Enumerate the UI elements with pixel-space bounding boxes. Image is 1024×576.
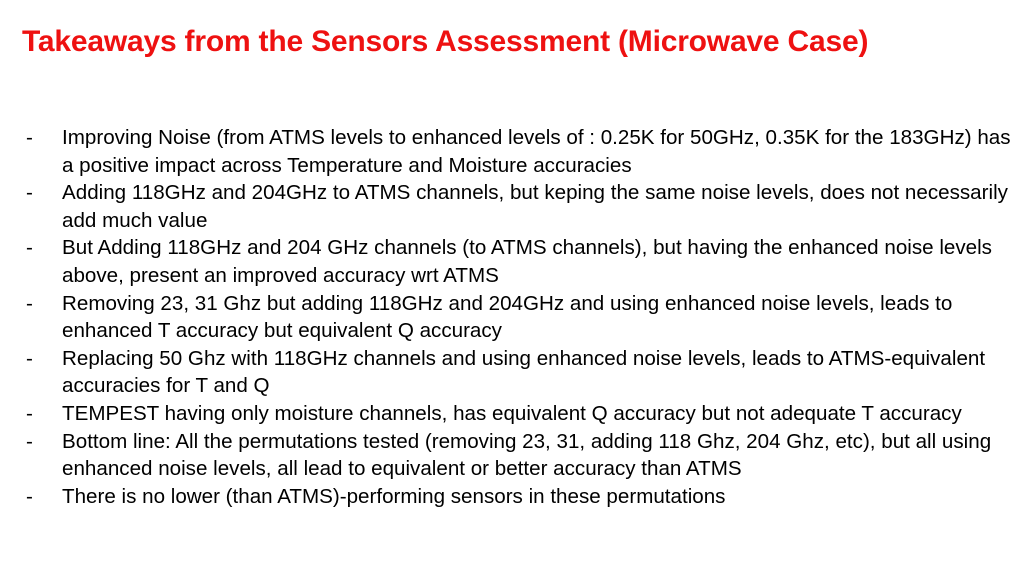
bullet-text: But Adding 118GHz and 204 GHz channels (to ATMS channels), but having the enhanced noise levels above, present an improved accuracy wrt ATMS xyxy=(62,236,992,287)
bullet-marker: - xyxy=(26,429,33,453)
bullet-text: Adding 118GHz and 204GHz to ATMS channels, but keping the same noise levels, does not necessarily add much value xyxy=(62,181,1008,232)
bullet-item xyxy=(22,428,1018,483)
bullet-marker: - xyxy=(26,346,33,370)
bullet-list xyxy=(22,124,1018,510)
bullet-item xyxy=(22,124,1018,179)
slide-title: Takeaways from the Sensors Assessment (Microwave Case) xyxy=(22,25,869,58)
bullet-text: There is no lower (than ATMS)-performing sensors in these permutations xyxy=(62,484,726,508)
bullet-text: Removing 23, 31 Ghz but adding 118GHz and 204GHz and using enhanced noise levels, leads to enhanced T accuracy but equivalent Q accuracy xyxy=(62,291,953,343)
bullet-text: TEMPEST having only moisture channels, has equivalent Q accuracy but not adequate T accuracy xyxy=(62,401,962,425)
bullet-item xyxy=(22,483,1018,511)
bullet-marker: - xyxy=(26,126,33,149)
bullet-item xyxy=(22,234,1018,289)
bullet-item xyxy=(22,290,1018,345)
bullet-marker: - xyxy=(26,484,33,508)
bullet-text: Bottom line: All the permutations tested (removing 23, 31, adding 118 Ghz, 204 Ghz, etc), but all using enhanced noise levels, all lead to equivalent or better accuracy than ATMS xyxy=(62,429,992,481)
bullet-text: Replacing 50 Ghz with 118GHz channels and using enhanced noise levels, leads to ATMS-equivalent accuracies for T and Q xyxy=(62,346,986,398)
bullet-item xyxy=(22,400,1018,428)
bullet-marker: - xyxy=(26,401,33,425)
bullet-marker: - xyxy=(26,291,33,315)
bullet-item xyxy=(22,345,1018,400)
bullet-item xyxy=(22,179,1018,234)
bullet-text: Improving Noise (from ATMS levels to enhanced levels of : 0.25K for 50GHz, 0.35K for the 183GHz) has a positive impact across Temperature and Moisture accuracies xyxy=(62,126,1011,177)
bullet-marker: - xyxy=(26,181,33,205)
bullet-marker: - xyxy=(26,236,33,260)
